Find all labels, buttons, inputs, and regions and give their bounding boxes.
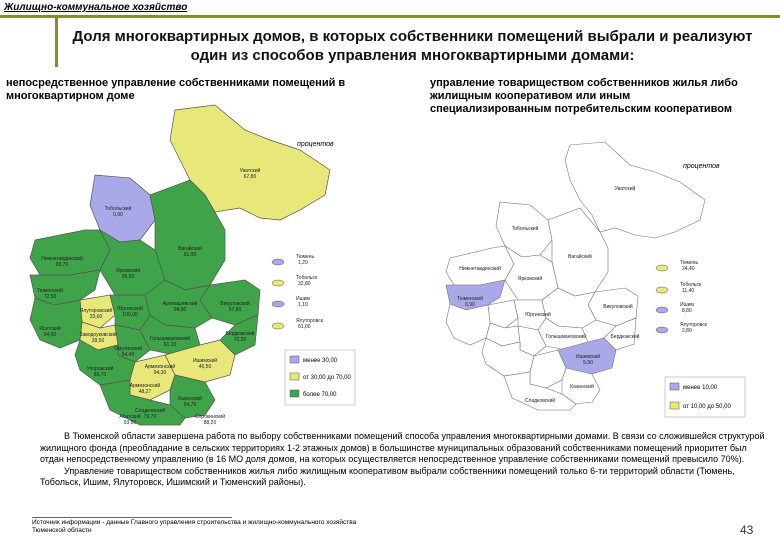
- legend-label-low: менее 30,00: [303, 358, 338, 364]
- left-choropleth-map: [0, 100, 390, 430]
- right-city-name-2: Ишим: [680, 302, 694, 308]
- left-city-name-0: Тюмень: [296, 254, 315, 260]
- right-label-name-5: Тюменский: [457, 296, 483, 302]
- page-number: 43: [740, 523, 754, 537]
- region-armizonsky: [130, 355, 175, 400]
- r-region-isetsky: [446, 304, 490, 345]
- body-paragraph-2: Управление товариществом собственников жилья либо жилищным кооперативом выбрали собственники помещений только 6-ти территорий области (Тюмень, Тобольск, Ишим, Ялуторовск, Ишимский и Тюменский районы).: [40, 465, 735, 487]
- right-city-value-0: 24,40: [682, 266, 695, 272]
- left-label-value-11: 94,00: [43, 332, 57, 338]
- left-label-value-22: 48,27: [138, 389, 152, 395]
- right-label-name-10: Бердюжский: [610, 334, 640, 340]
- left-label-value-18: 54,70: [183, 402, 197, 408]
- left-label-name-7: Юргинский: [117, 306, 143, 312]
- right-label-name-6: Юргинский: [525, 312, 551, 318]
- r-city-marker-ishim: [656, 307, 668, 313]
- right-label-name-7: Викуловский: [603, 304, 633, 310]
- header-rule: [0, 15, 780, 18]
- city-marker-tyumen: [272, 259, 284, 265]
- left-label-name-3: Нижнетавдинский: [41, 256, 83, 262]
- left-label-value-16: 89,70: [93, 372, 107, 378]
- left-label-value-4: 95,50: [121, 274, 135, 280]
- left-label-name-8: Викуловский: [220, 301, 250, 307]
- left-label-value-7: 100,00: [122, 312, 138, 318]
- left-label-name-21: Сорокинский: [195, 414, 225, 420]
- left-city-markers: [272, 259, 284, 329]
- right-label-name-11: Казанский: [570, 384, 594, 390]
- left-label-name-10: Армизонский: [144, 364, 176, 370]
- r-legend-label-low: менее 10,00: [683, 385, 718, 391]
- right-label-name-2: Вагайский: [568, 254, 592, 260]
- right-city-value-2: 8,80: [682, 308, 692, 314]
- left-label-value-20: 93,60: [123, 420, 137, 426]
- legend-swatch-mid: [290, 373, 299, 380]
- right-map-unit: процентов: [683, 163, 720, 170]
- city-marker-yalutorovsk: [272, 323, 284, 329]
- right-city-value-3: 2,80: [682, 328, 692, 334]
- r-city-marker-tobolsk: [656, 287, 668, 293]
- left-city-value-0: 1,20: [298, 260, 308, 266]
- left-label-name-6: Ялуторовский: [79, 308, 113, 314]
- left-label-value-19: 79,70: [143, 414, 157, 420]
- left-label-name-9: Заводоуковский: [79, 332, 117, 338]
- right-map-heading: управление товариществом собственников жилья либо жилищным кооперативом или иным специализированным потребительским кооперативом: [430, 77, 738, 115]
- right-label-name-8: Голышмановский: [545, 334, 587, 340]
- r-legend-swatch-low: [670, 383, 679, 390]
- legend-label-mid: от 30,00 до 70,00: [303, 375, 351, 381]
- left-map-heading: непосредственное управление собственниками помещений в многоквартирном доме: [6, 77, 346, 102]
- r-legend-label-mid: от 10,00 до 50,00: [683, 404, 731, 410]
- legend-label-high: более 70,00: [303, 392, 337, 398]
- left-label-name-22: Армизонский: [129, 383, 161, 389]
- left-label-name-0: Уватский: [239, 168, 261, 174]
- left-label-value-21: 88,20: [203, 420, 217, 426]
- left-label-value-5: 72,50: [43, 294, 57, 300]
- left-label-name-5: Тюменский: [37, 288, 63, 294]
- right-choropleth-map: [420, 140, 780, 430]
- right-label-name-9: Ишимский: [575, 354, 601, 360]
- legend-swatch-low: [290, 356, 299, 363]
- left-city-labels: [296, 254, 324, 330]
- right-city-name-1: Тобольск: [680, 282, 702, 288]
- left-label-value-10: 94,30: [153, 370, 167, 376]
- left-label-value-8: 57,80: [228, 307, 242, 313]
- right-city-name-0: Тюмень: [680, 260, 699, 266]
- left-label-name-12: Аромашевский: [162, 301, 198, 307]
- right-city-labels: [680, 260, 708, 334]
- left-label-name-17: Бердюжский: [225, 331, 255, 337]
- right-label-name-4: Ярковский: [517, 276, 543, 282]
- left-label-name-4: Ярковский: [115, 268, 141, 274]
- r-city-marker-yalutorovsk: [656, 327, 668, 333]
- left-label-name-16: Упоровский: [86, 366, 114, 372]
- body-paragraph-1: В Тюменской области завершена работа по выбору собственниками помещений способа управления многоквартирными домами. В связи со сложившейся структурой жилищного фонда (преобладание в сельских территориях 1-2 этажных домов) в большинстве муниципальных образований собственниками помещений приоритет был отдан непосредственному управлению (в 16 МО доля домов, на которых осуществляется непосредственное управление собственниками помещений превысило 70%).: [40, 431, 765, 464]
- right-label-name-3: Нижнетавдинский: [459, 266, 501, 272]
- section-title: Жилищно-коммунальное хозяйство: [4, 2, 188, 13]
- left-label-value-3: 93,70: [55, 262, 69, 268]
- right-legend: [665, 377, 745, 417]
- left-city-name-3: Ялуторовск: [296, 318, 323, 324]
- left-label-value-2: 91,90: [183, 252, 197, 258]
- left-label-name-2: Вагайский: [178, 246, 202, 252]
- region-nizhnetavdinsky: [30, 230, 110, 275]
- left-city-name-1: Тобольск: [296, 275, 318, 281]
- right-city-markers: [656, 265, 668, 333]
- r-legend-swatch-mid: [670, 402, 679, 409]
- region-isetsky: [30, 298, 82, 348]
- left-label-value-17: 72,30: [233, 337, 247, 343]
- left-label-name-1: Тобольский: [104, 206, 132, 212]
- left-label-value-1: 0,90: [113, 212, 123, 218]
- right-city-value-1: 11,40: [682, 288, 695, 294]
- left-map-unit: процентов: [297, 141, 334, 148]
- left-label-value-12: 94,90: [173, 307, 187, 313]
- left-label-name-19: Сладковский: [134, 408, 166, 414]
- source-note: Источник информации - данные Главного управления строительства и жилищно-коммунального хозяйства Тюменской области: [32, 519, 357, 534]
- right-label-value-9: 5,90: [583, 360, 593, 366]
- left-label-value-9: 39,50: [91, 338, 105, 344]
- city-marker-tobolsk: [272, 280, 284, 286]
- left-label-value-15: 54,40: [121, 352, 135, 358]
- body-text: [40, 431, 770, 489]
- left-city-value-3: 61,00: [298, 324, 311, 330]
- left-label-name-13: Голышмановский: [149, 336, 191, 342]
- left-label-name-20: Абатский: [119, 414, 141, 420]
- r-city-marker-tyumen: [656, 265, 668, 271]
- left-label-value-14: 46,50: [198, 364, 212, 370]
- left-label-value-13: 61,10: [163, 342, 177, 348]
- left-city-name-2: Ишим: [296, 296, 310, 302]
- slide-title: Доля многоквартирных домов, в которых собственники помещений выбрали и реализуют один из способов управления многоквартирными домами:: [72, 28, 753, 64]
- left-label-name-18: Казанский: [178, 396, 202, 402]
- left-city-value-2: 1,10: [298, 302, 308, 308]
- right-label-name-1: Тобольский: [511, 226, 539, 232]
- left-city-value-1: 32,80: [298, 281, 311, 287]
- left-label-name-14: Ишимский: [192, 358, 218, 364]
- left-label-name-15: Омутинский: [113, 346, 143, 352]
- right-label-name-12: Сладковский: [524, 398, 556, 404]
- right-city-name-3: Ялуторовск: [680, 322, 707, 328]
- left-legend: [285, 350, 355, 405]
- left-label-value-6: 33,60: [89, 314, 103, 320]
- legend-swatch-high: [290, 390, 299, 397]
- right-label-value-5: 6,90: [465, 302, 475, 308]
- left-label-name-11: Исетский: [39, 326, 61, 332]
- city-marker-ishim: [272, 301, 284, 307]
- source-divider: [32, 517, 232, 518]
- left-label-value-0: 67,80: [243, 174, 257, 180]
- header-vertical-rule: [55, 15, 58, 67]
- right-label-name-0: Уватский: [614, 186, 636, 192]
- r-region-armizonsky: [530, 350, 566, 388]
